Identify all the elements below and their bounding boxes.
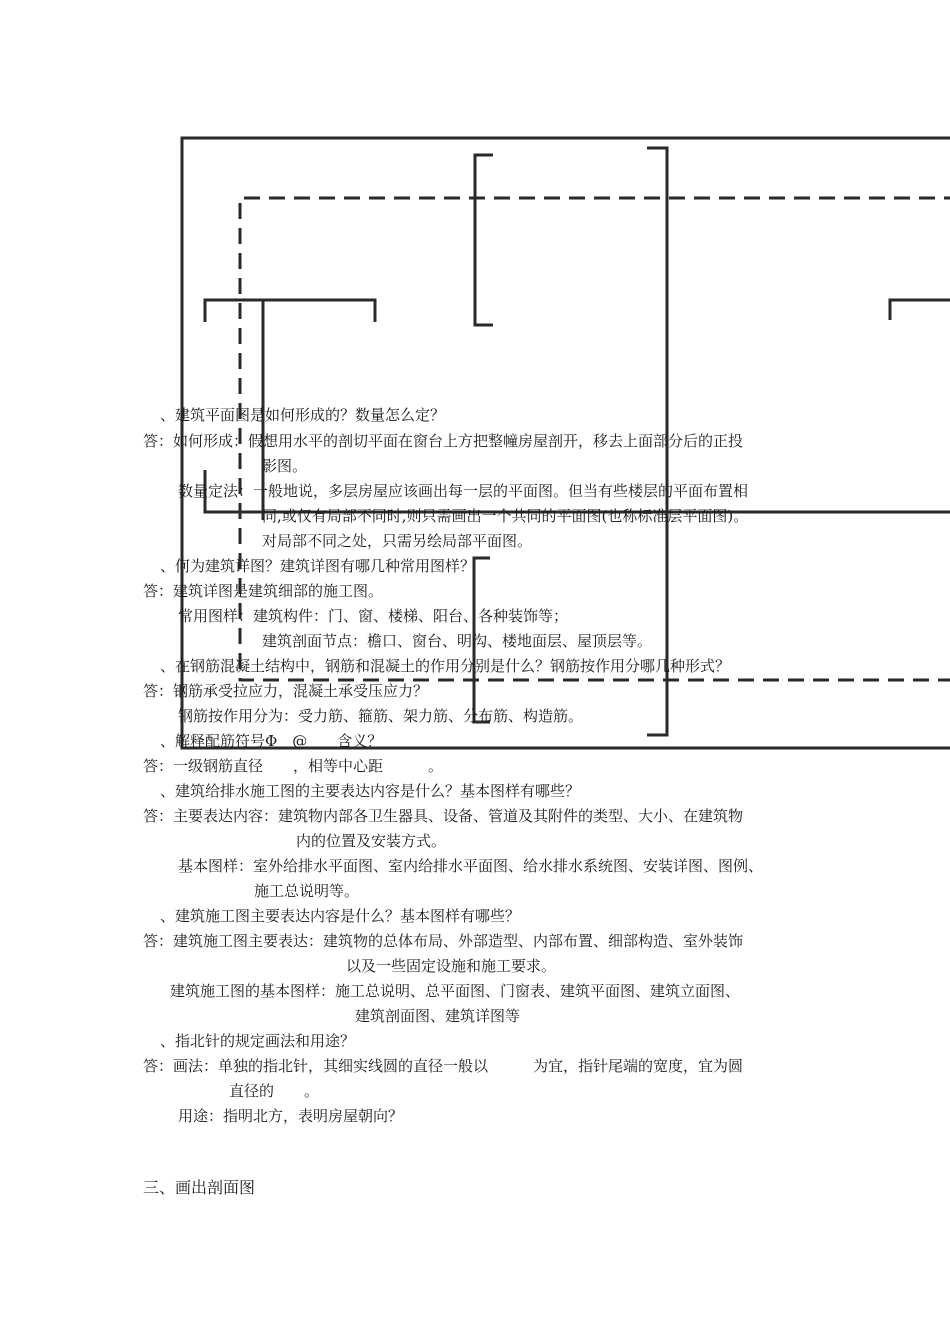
answer-line: 答：画法：单独的指北针，其细实线圆的直径一般以 为宜，指针尾端的宽度，宜为圆 xyxy=(143,1057,744,1075)
answer-line: 直径的 。 xyxy=(229,1082,320,1100)
answer-line: 以及一些固定设施和施工要求。 xyxy=(346,957,557,975)
answer-line: 答：主要表达内容：建筑物内部各卫生器具、设备、管道及其附件的类型、大小、在建筑物 xyxy=(143,807,744,825)
answer-line: 影图。 xyxy=(262,457,308,475)
answer-line: 答：建筑详图是建筑细部的施工图。 xyxy=(143,582,384,600)
partition-left-top xyxy=(205,300,375,322)
question-1: 、建筑平面图是如何形成的？数量怎么定？ xyxy=(160,406,446,424)
answer-line: 用途：指明北方，表明房屋朝向？ xyxy=(178,1107,404,1125)
section-heading: 三、画出剖面图 xyxy=(143,1178,256,1197)
question-5: 、建筑给排水施工图的主要表达内容是什么？基本图样有哪些？ xyxy=(160,782,581,800)
question-4: 、解释配筋符号Φ @ 含义？ xyxy=(160,732,383,750)
answer-line: 建筑施工图的基本图样：施工总说明、总平面图、门窗表、建筑平面图、建筑立面图、 xyxy=(170,982,741,1000)
answer-line: 建筑剖面图、建筑详图等 xyxy=(355,1007,521,1025)
question-7: 、指北针的规定画法和用途？ xyxy=(160,1032,356,1050)
partition-right-top xyxy=(890,300,950,320)
question-2: 、何为建筑详图？建筑详图有哪几种常用图样？ xyxy=(160,557,476,575)
answer-line: 施工总说明等。 xyxy=(254,882,360,900)
answer-line: 答：建筑施工图主要表达：建筑物的总体布局、外部造型、内部布置、细部构造、室外装饰 xyxy=(143,932,744,950)
answer-line: 数量定法：一般地说，多层房屋应该画出每一层的平面图。但当有些楼层的平面布置相 xyxy=(178,482,749,500)
wall-bracket-left xyxy=(475,155,493,325)
answer-line: 常用图样：建筑构件：门、窗、楼梯、阳台、各种装饰等； xyxy=(178,607,569,625)
answer-line: 答：一级钢筋直径 ，相等中心距 。 xyxy=(143,757,444,775)
answer-line: 对局部不同之处，只需另绘局部平面图。 xyxy=(262,532,533,550)
wall-bracket-right xyxy=(647,148,667,360)
answer-line: 答：钢筋承受拉应力，混凝土承受压应力？ xyxy=(143,682,429,700)
answer-line: 建筑剖面节点：檐口、窗台、明沟、楼地面层、屋顶层等。 xyxy=(262,632,653,650)
answer-line: 钢筋按作用分为：受力筋、箍筋、架力筋、分布筋、构造筋。 xyxy=(178,707,584,725)
answer-line: 基本图样：室外给排水平面图、室内给排水平面图、给水排水系统图、安装详图、图例、 xyxy=(178,857,764,875)
wall-bracket-bottom xyxy=(647,680,667,735)
question-3: 、在钢筋混凝土结构中，钢筋和混凝土的作用分别是什么？钢筋按作用分哪几种形式？ xyxy=(160,657,731,675)
answer-line: 答：如何形成：假想用水平的剖切平面在窗台上方把整幢房屋剖开，移去上面部分后的正投 xyxy=(143,432,744,450)
answer-line: 同,或仅有局部不同时,则只需画出一个共同的平面图(也称标准层平面图)。 xyxy=(262,507,749,525)
answer-line: 内的位置及安装方式。 xyxy=(296,832,447,850)
question-6: 、建筑施工图主要表达内容是什么？基本图样有哪些？ xyxy=(160,907,521,925)
